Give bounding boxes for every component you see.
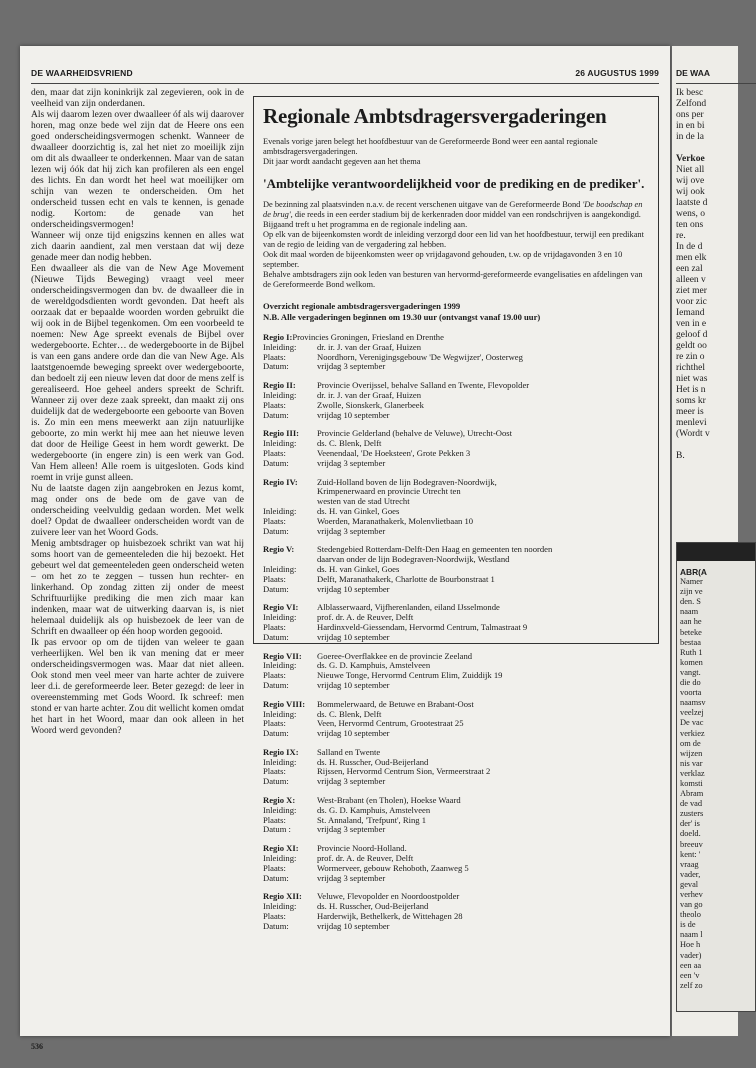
region-label: Datum: <box>263 457 289 468</box>
region-label: Datum: <box>263 631 289 642</box>
region-label: Datum: <box>263 409 289 420</box>
region-value: Zwolle, Sionskerk, Glanerbeek <box>317 399 424 410</box>
adjacent-box-line: is de <box>680 920 696 930</box>
region-label: Plaats: <box>263 670 286 681</box>
adjacent-box-line: een 'v <box>680 970 700 980</box>
region-label: Datum: <box>263 583 289 594</box>
region-label: Regio VI: <box>263 602 299 613</box>
region-row <box>263 527 649 537</box>
adjacent-box-line: veelzej <box>680 708 704 718</box>
region-label: Regio XI: <box>263 843 299 854</box>
adjacent-box-line: breeuv <box>680 839 703 849</box>
region-label: Datum: <box>263 776 289 787</box>
region-label: Inleiding: <box>263 341 297 352</box>
region-value: vrijdag 10 september <box>317 920 390 931</box>
region-value: Veen, Hervormd Centrum, Grootestraat 25 <box>317 718 464 729</box>
adjacent-box <box>676 542 756 1012</box>
region-value: Veenendaal, 'De Hoeksteen', Grote Pekken 3 <box>317 447 471 458</box>
region-label: Plaats: <box>263 399 286 410</box>
adjacent-box-line: verhev <box>680 890 703 899</box>
adjacent-line: in de la <box>676 132 704 142</box>
region-label: Plaats: <box>263 766 286 777</box>
region-label: Plaats: <box>263 351 286 362</box>
body-paragraph-1 <box>263 200 649 220</box>
adjacent-line: een zal <box>676 264 703 274</box>
article-paragraph: Nu de laatste dagen zijn aangebroken en Jezus komt, mag onder ons de bede om de gave van de onderscheiding veelvuldig gedaan worden. Met welk doel? Opdat de dwaalleer onderscheiden wordt van de zuivere leer van het Woord Gods. <box>31 484 244 538</box>
region-entry <box>263 796 649 835</box>
adjacent-box-line: vangt. <box>680 667 701 677</box>
adjacent-box-line: vader, <box>680 869 701 879</box>
region-value: Stedengebied Rotterdam-Delft-Den Haag en gemeenten ten noorden <box>317 544 553 555</box>
region-row <box>263 585 649 595</box>
region-row <box>263 922 649 932</box>
adjacent-line: Ik besc <box>676 88 704 98</box>
article-paragraph: Menig ambtsdrager op huisbezoek schrikt van wat hij soms hoort van de gemeenteleden die hij bezoekt. Het gebeurt wel dat gemeenteleden geen onderscheid weten – om het zo te zeggen – tussen hun rechter- en linkerhand. Op zondag zitten zij onder de meest Schriftuurlijke prediking die men zich maar kan indenken, maar wat de uitwerking daarvan is, is niet helemaal duidelijk als op huisbezoek de leer van de Schrift en dwaalleer op één hoop worden gegooid. <box>31 539 244 637</box>
adjacent-box-line: van go <box>680 900 703 910</box>
region-entry <box>263 892 649 931</box>
region-value: vrijdag 3 september <box>317 776 386 787</box>
region-label: Inleiding: <box>263 389 297 400</box>
adjacent-line: re zin o <box>676 352 705 362</box>
adjacent-line: richthel <box>676 363 706 373</box>
article-paragraph: Wanneer wij onze tijd enigszins kennen en alles wat zich daarin aandient, zal men verstaan dat wij deze genade meer dan nodig hebben. <box>31 231 244 263</box>
adjacent-line: voor zic <box>676 297 707 307</box>
region-value: Wormerveer, gebouw Rehoboth, Zaanweg 5 <box>317 862 469 873</box>
adjacent-box-line: nis var <box>680 758 703 768</box>
region-label: Regio XII: <box>263 891 302 902</box>
adjacent-box-line: komen <box>680 657 703 667</box>
region-label: Datum: <box>263 920 289 931</box>
region-label: Datum : <box>263 824 291 835</box>
region-value: Provincie Overijssel, behalve Salland en Twente, Flevopolder <box>317 380 530 391</box>
region-value: daarvan onder de lijn Bodegraven-Noordwijk, Westland <box>317 554 510 565</box>
adjacent-line: ziet mer <box>676 286 707 296</box>
region-value: vrijdag 3 september <box>317 824 386 835</box>
adjacent-box-line: naam <box>680 607 699 617</box>
adjacent-box-line: vader) <box>680 950 702 960</box>
region-entry <box>263 652 649 691</box>
region-value: westen van de stad Utrecht <box>317 496 410 507</box>
adjacent-box-line: verkiez <box>680 728 705 738</box>
region-label: Regio IV: <box>263 476 298 487</box>
region-value: Nieuwe Tonge, Hervormd Centrum Elim, Zuiddijk 19 <box>317 670 503 681</box>
adjacent-line: Verkoe <box>676 154 705 164</box>
box-title: Regionale Ambtsdragersvergaderingen <box>263 104 607 128</box>
region-value: ds. G. D. Kamphuis, Amstelveen <box>317 660 431 671</box>
issue-date: 26 AUGUSTUS 1999 <box>575 68 659 78</box>
region-row <box>263 459 649 469</box>
region-value: ds. H. Russcher, Oud-Beijerland <box>317 756 429 767</box>
region-value: ds. H. van Ginkel, Goes <box>317 505 400 516</box>
adjacent-line: In de d <box>676 242 703 252</box>
region-value: Bommelerwaard, de Betuwe en Brabant-Oost <box>317 698 474 709</box>
adjacent-line: Niet all <box>676 165 705 175</box>
body-text: De bezinning zal plaatsvinden n.a.v. de recent verschenen uitgave van de Gereformeerde Bond <box>263 200 583 209</box>
adjacent-box-line: een aa <box>680 960 702 970</box>
region-value: vrijdag 10 september <box>317 583 390 594</box>
article-paragraph: Een dwaalleer als die van de New Age Movement (Nieuwe Tijds Beweging) vraagt veel meer onderscheidingsvermogen dan bv. de dwaalleer die in de wereldgodsdienten wordt gevonden. Dat heeft als oorzaak dat er bepaalde woorden worden gebruikt die wij ook in de Bijbel tegenkomen. Om een voorbeeld te noemen: New Age spreekt evenals de Bijbel over wedergeboorte. Echter… de wedergeboorte in de Bijbel is van een gans andere orde dan die van New Age. Als laatstgenoemde beweging spreekt over wedergeboorte, dan bedoelt zij een nieuw leven dat door de mens zelf is gerealiseerd. Hoe geheel anders spreekt de Schrift. Wanneer zij over deze zaak spreekt, dan maakt zij ons duidelijk dat de wedergeboorte een geboorte van Boven is. Zo min een mens meewerkt aan zijn natuurlijke geboorte, zo min werkt hij mee aan het nieuwe leven dat door de Heilige Geest in hem wordt gewerkt. De wedergeboorte (in engere zin) is een werk van God. Van Hem alleen! Alle roem is uitgesloten. Gods kind roemt in vrije gunst alleen. <box>31 264 244 483</box>
region-entry <box>263 748 649 787</box>
adjacent-box-line: bestaa <box>680 637 701 647</box>
region-value: Veluwe, Flevopolder en Noordoostpolder <box>317 891 460 902</box>
region-label: Regio VII: <box>263 650 302 661</box>
region-label: Inleiding: <box>263 438 297 449</box>
region-value: vrijdag 3 september <box>317 361 386 372</box>
theme-heading: 'Ambtelijke verantwoordelijkheid voor de prediking en de prediker'. <box>263 176 645 191</box>
adjacent-line: wij ove <box>676 176 705 186</box>
adjacent-page-fragment <box>672 46 738 1036</box>
adjacent-box-text <box>680 577 752 991</box>
region-value: ds. G. D. Kamphuis, Amstelveen <box>317 804 431 815</box>
region-value: Goeree-Overflakkee en de provincie Zeeland <box>317 650 473 661</box>
region-label: Inleiding: <box>263 901 297 912</box>
body-paragraph-2: Bijgaand treft u het programma en de regionale indeling aan. <box>263 220 468 229</box>
region-value: Woerden, Maranathakerk, Molenvlietbaan 10 <box>317 515 474 526</box>
region-label <box>263 487 317 497</box>
region-row <box>263 633 649 643</box>
region-row <box>263 825 649 835</box>
adjacent-line: wij ook <box>676 187 705 197</box>
body-text: , die reeds in een eerder stadium bij de kerkenraden door middel van een rondschrijven is aangekondigd. <box>290 210 641 219</box>
article-paragraph: Als wij daarom lezen over dwaalleer óf als wij daarover horen, mag onze bede wel zijn dat de Heere ons een goed onderscheidingsvermogen schenkt. Wanneer de dwaalleer doorzichtig is, zal het niet zo moeilijk zijn om dit als dwaalleer te onderkennen. Maar van de satan lezen wij óók dat hij zich kan profileren als een engel des lichts. En dan wordt het heel wat moeilijker om schijn van wezen te onderscheiden. Om het onderscheid tussen echt en vals te kennen, is genade nodig. Kortom: de genade van het onderscheidingsvermogen! <box>31 110 244 230</box>
region-label: Inleiding: <box>263 660 297 671</box>
intro-text-1: Evenals vorige jaren belegt het hoofdbestuur van de Gereformeerde Bond weer een aantal regionale ambtsdragersvergaderingen. <box>263 137 598 156</box>
adjacent-box-line: voorta <box>680 688 702 698</box>
region-label: Inleiding: <box>263 612 297 623</box>
adjacent-line: niet was <box>676 374 708 384</box>
overview-title: Overzicht regionale ambtsdragersvergaderingen 1999 <box>263 301 461 311</box>
adjacent-line: (Wordt v <box>676 429 710 439</box>
region-label: Regio II: <box>263 380 296 391</box>
adjacent-box-line: naamsv <box>680 698 706 708</box>
adjacent-box-line: De vac <box>680 718 704 728</box>
announcement-box <box>253 96 659 931</box>
region-value: ds. H. Russcher, Oud-Beijerland <box>317 901 429 912</box>
region-value: vrijdag 10 september <box>317 728 390 739</box>
adjacent-line: menlevi <box>676 418 707 428</box>
body-paragraph-4: Ook dit maal worden de bijeenkomsten weer op vrijdagavond gehouden, t.w. op de vrijdagavonden 3 en 10 september. <box>263 250 623 269</box>
region-value: Harderwijk, Bethelkerk, de Wittehagen 28 <box>317 911 463 922</box>
region-value: St. Annaland, 'Trefpunt', Ring 1 <box>317 814 427 825</box>
region-label: Inleiding: <box>263 804 297 815</box>
adjacent-line: geldt oo <box>676 341 707 351</box>
body-paragraph-3: Op elk van de bijeenkomsten wordt de inleiding verzorgd door een lid van het hoofdbestuur, terwijl een predikant van de regio de leiding van de vergadering zal hebben. <box>263 230 644 249</box>
region-value: ds. C. Blenk, Delft <box>317 708 382 719</box>
adjacent-box-line: kent: ' <box>680 849 701 859</box>
region-label: Plaats: <box>263 447 286 458</box>
region-label: Datum: <box>263 872 289 883</box>
region-label: Datum: <box>263 679 289 690</box>
adjacent-line: ten ons <box>676 220 704 230</box>
publication-title: 'De boodschap en de brug' <box>263 200 643 219</box>
region-entry <box>263 333 649 372</box>
region-value: Provincies Groningen, Friesland en Drenthe <box>292 332 444 342</box>
adjacent-box-line: der' is <box>680 819 700 829</box>
adjacent-box-line: Ruth 1 <box>680 647 703 657</box>
adjacent-line: in en bi <box>676 121 705 131</box>
region-value: vrijdag 3 september <box>317 872 386 883</box>
adjacent-line: ons per <box>676 110 704 120</box>
region-entry <box>263 478 649 537</box>
region-entry <box>263 603 649 642</box>
region-value: Provincie Noord-Holland. <box>317 843 407 854</box>
adjacent-box-line: die do <box>680 678 701 688</box>
intro-text-2: Dit jaar wordt aandacht gegeven aan het thema <box>263 157 421 166</box>
adjacent-line: Het is n <box>676 385 706 395</box>
adjacent-box-line: vraag <box>680 859 699 869</box>
region-entry <box>263 545 649 594</box>
region-label: Regio I: <box>263 332 293 342</box>
adjacent-box-line: geval <box>680 879 699 889</box>
adjacent-line: Zelfond <box>676 99 707 109</box>
adjacent-box-line: theolo <box>680 910 701 920</box>
region-label: Datum: <box>263 525 289 536</box>
left-column-article <box>31 88 244 737</box>
adjacent-box-line: Namer <box>680 577 703 587</box>
overview-note: N.B. Alle vergaderingen beginnen om 19.30 uur (ontvangst vanaf 19.00 uur) <box>263 311 541 322</box>
region-value: vrijdag 3 september <box>317 457 386 468</box>
adjacent-box-line: beteke <box>680 627 702 637</box>
region-value: prof. dr. A. de Reuver, Delft <box>317 853 414 864</box>
region-value: ds. C. Blenk, Delft <box>317 438 382 449</box>
adjacent-line: Iemand <box>676 308 705 318</box>
region-label: Inleiding: <box>263 853 297 864</box>
region-label: Regio X: <box>263 795 296 806</box>
adjacent-line: alleen v <box>676 275 706 285</box>
region-entry <box>263 700 649 739</box>
region-value: Salland en Twente <box>317 746 381 757</box>
adjacent-box-line: Hoe h <box>680 940 701 950</box>
article-paragraph: Ik pas ervoor op om de tijden van weleer te gaan verheerlijken. Wel ben ik van mening dat er meer onderscheidingsvermogen was. Maar dat niet alleen. Ook stond men veel meer van harte achter de zuivere leer d.i. de gereformeerde leer. Beter gezegd: de leer in overeenstemming met Gods Woord. Ik schreef: men stond er van harte achter. Zou dit wellicht komen omdat het hart in het Woord, maar dan ook alleen in het Woord werd gevonden? <box>31 638 244 736</box>
region-value: ds. H. van Ginkel, Goes <box>317 563 400 574</box>
adjacent-line: ven in e <box>676 319 707 329</box>
region-value: Hardinxveld-Giessendam, Hervormd Centrum, Talmastraat 9 <box>317 621 528 632</box>
body-paragraph-5: Behalve ambtsdragers zijn ook leden van besturen van hervormd-gereformeerde evangelisaties en afdelingen van de Gereformeerde Bond welkom. <box>263 270 643 289</box>
region-label: Plaats: <box>263 911 286 922</box>
region-value: vrijdag 10 september <box>317 679 390 690</box>
adjacent-box-line: zijn ve <box>680 587 703 597</box>
adjacent-box-line: naam l <box>680 930 703 940</box>
adjacent-box-line: wijzen <box>680 748 703 758</box>
page-number: 536 <box>31 1042 43 1051</box>
adjacent-box-line: om de <box>680 738 701 748</box>
region-label: Datum: <box>263 728 289 739</box>
region-value: Provincie Gelderland (behalve de Veluwe), Utrecht-Oost <box>317 428 513 439</box>
region-row <box>263 874 649 884</box>
region-value: vrijdag 3 september <box>317 525 386 536</box>
region-entry <box>263 429 649 468</box>
region-value: Noordhorn, Verenigingsgebouw 'De Wegwijzer', Oosterweg <box>317 351 523 362</box>
region-value: Delft, Maranathakerk, Charlotte de Bourbonstraat 1 <box>317 573 495 584</box>
adjacent-box-line: doeld. <box>680 829 701 839</box>
region-value: West-Brabant (en Tholen), Hoekse Waard <box>317 795 461 806</box>
region-value: dr. ir. J. van der Graaf, Huizen <box>317 341 422 352</box>
region-label: Plaats: <box>263 718 286 729</box>
region-label: Inleiding: <box>263 505 297 516</box>
region-entry <box>263 844 649 883</box>
adjacent-line: geloof d <box>676 330 708 340</box>
adjacent-box-line: aan he <box>680 617 702 627</box>
adjacent-column <box>676 88 710 462</box>
region-value: vrijdag 10 september <box>317 631 390 642</box>
adjacent-box-bar <box>677 543 755 561</box>
adjacent-running-header: DE WAA <box>676 66 756 84</box>
adjacent-box-line: zusters <box>680 809 704 819</box>
region-row <box>263 362 649 372</box>
adjacent-box-line: de vad <box>680 799 703 809</box>
adjacent-line: meer is <box>676 407 704 417</box>
running-header <box>31 66 659 84</box>
adjacent-line: wens, o <box>676 209 706 219</box>
publication-name: DE WAARHEIDSVRIEND <box>31 68 133 78</box>
adjacent-box-line: zelf zo <box>680 980 703 990</box>
region-list <box>263 333 649 932</box>
region-row <box>263 729 649 739</box>
magazine-page <box>20 46 670 1051</box>
adjacent-line: laatste d <box>676 198 708 208</box>
region-value: vrijdag 10 september <box>317 409 390 420</box>
region-label: Plaats: <box>263 573 286 584</box>
region-label: Plaats: <box>263 862 286 873</box>
adjacent-line: men elk <box>676 253 707 263</box>
adjacent-line: soms kr <box>676 396 706 406</box>
adjacent-line <box>676 440 710 451</box>
region-row <box>263 681 649 691</box>
region-row <box>263 777 649 787</box>
adjacent-line: re. <box>676 231 686 241</box>
article-paragraph: den, maar dat zijn koninkrijk zal zegevieren, ook in de veelheid van zijn onderdanen. <box>31 88 244 109</box>
region-label: Inleiding: <box>263 708 297 719</box>
adjacent-box-line: komsti <box>680 778 703 788</box>
region-row <box>263 411 649 421</box>
region-value: Krimpenerwaard en provincie Utrecht ten <box>317 486 461 497</box>
adjacent-box-line: den. S <box>680 597 701 607</box>
adjacent-box-line: verklaz <box>680 768 705 778</box>
region-label: Regio V: <box>263 544 295 555</box>
region-label: Regio III: <box>263 428 300 439</box>
region-value: dr. ir. J. van der Graaf, Huizen <box>317 389 422 400</box>
adjacent-line: B. <box>676 451 685 461</box>
adjacent-box-title: ABR(A <box>680 567 707 577</box>
region-value: Alblasserwaard, Vijfherenlanden, eiland IJsselmonde <box>317 602 500 613</box>
region-label: Plaats: <box>263 814 286 825</box>
region-label: Regio VIII: <box>263 698 306 709</box>
region-label: Regio IX: <box>263 746 299 757</box>
region-value: Zuid-Holland boven de lijn Bodegraven-Noordwijk, <box>317 476 497 487</box>
region-label: Plaats: <box>263 621 286 632</box>
region-value: prof. dr. A. de Reuver, Delft <box>317 612 414 623</box>
region-label: Plaats: <box>263 515 286 526</box>
region-label: Inleiding: <box>263 563 297 574</box>
region-label: Inleiding: <box>263 756 297 767</box>
region-label: Datum: <box>263 361 289 372</box>
adjacent-box-line: Abram <box>680 789 704 799</box>
region-value: Rijssen, Hervormd Centrum Sion, Vermeerstraat 2 <box>317 766 491 777</box>
region-entry <box>263 381 649 420</box>
adjacent-line <box>676 143 710 154</box>
